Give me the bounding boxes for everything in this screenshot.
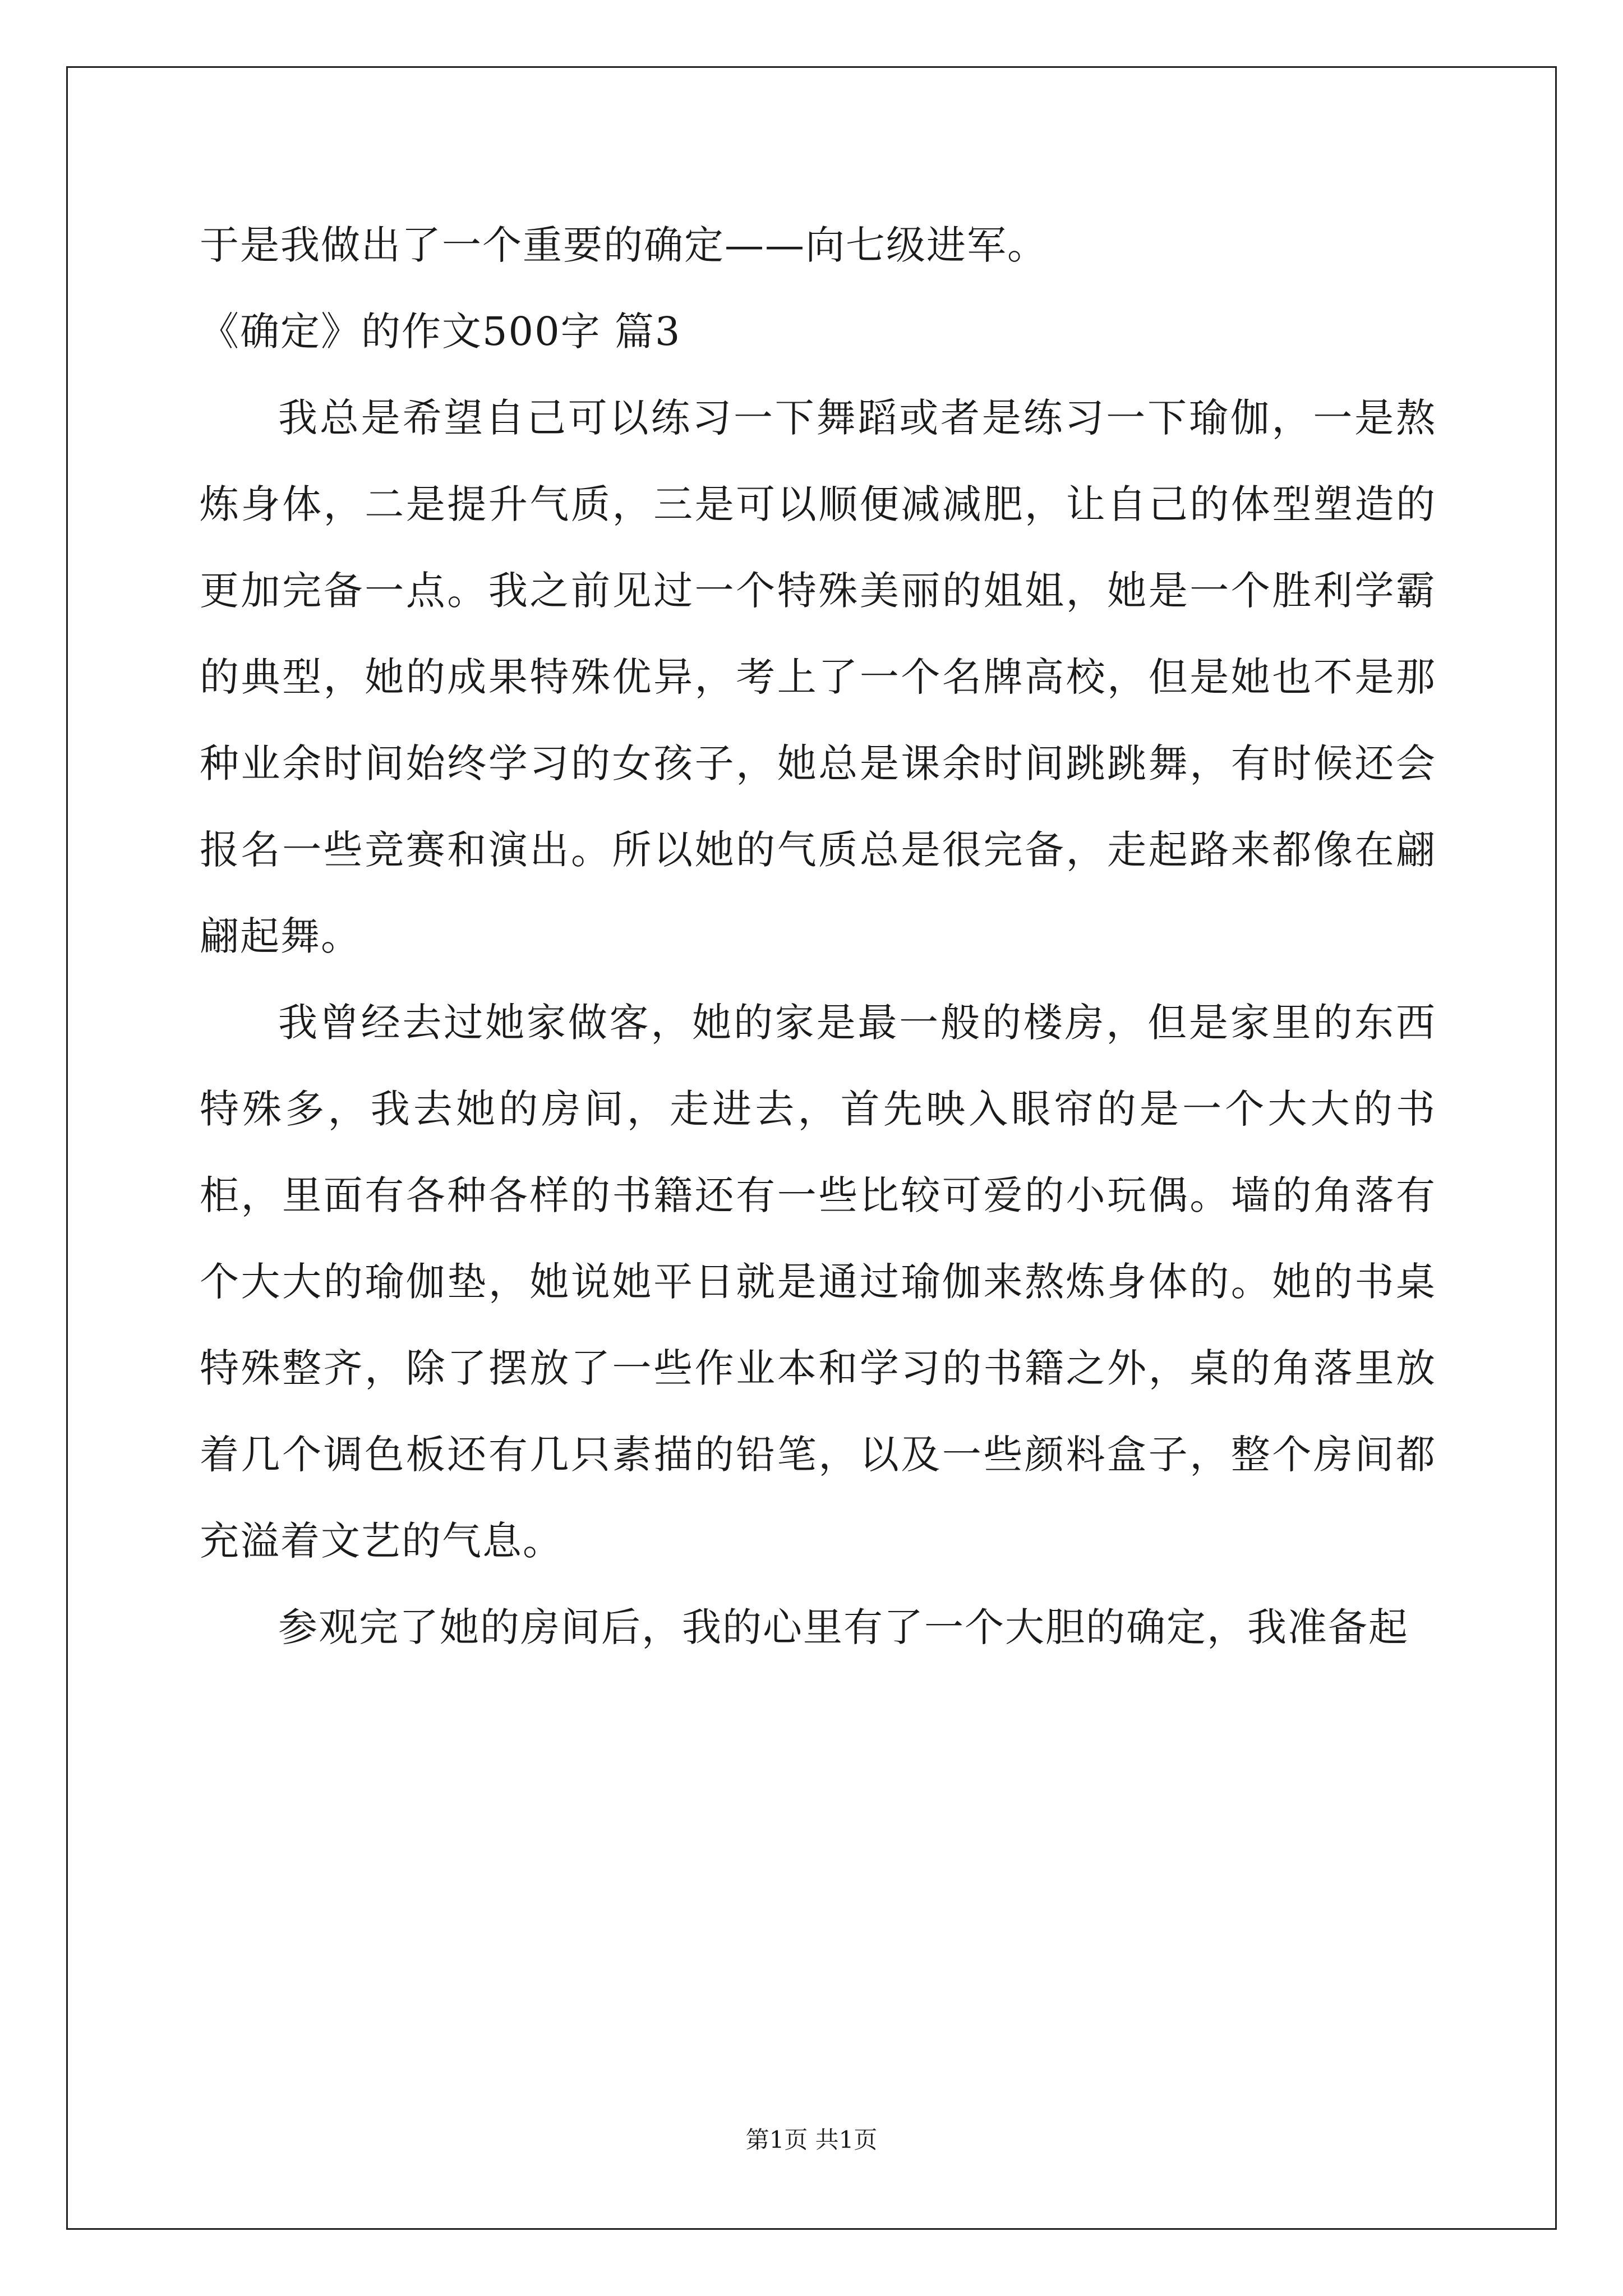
paragraph-1: 我总是希望自己可以练习一下舞蹈或者是练习一下瑜伽，一是熬炼身体，二是提升气质，三是可以顺便减减肥，让自己的体型塑造的更加完备一点。我之前见过一个特殊美丽的姐姐，她是一个胜利学霸的典型，她的成果特殊优异，考上了一个名牌高校，但是她也不是那种业余时间始终学习的女孩子，她总是课余时间跳跳舞，有时候还会报名一些竞赛和演出。所以她的气质总是很完备，走起路来都像在翩翩起舞。 — [200, 395, 1436, 959]
page-indicator: 第1页 共1页 — [745, 2126, 878, 2154]
document-body — [200, 202, 1436, 1671]
section-heading: 《确定》的作文500字 篇3 — [200, 309, 681, 355]
paragraph-3: 参观完了她的房间后，我的心里有了一个大胆的确定，我准备起 — [278, 1604, 1409, 1650]
page-footer — [0, 2123, 1623, 2157]
continuation-line: 于是我做出了一个重要的确定——向七级进军。 — [200, 222, 1048, 268]
paragraph-2: 我曾经去过她家做客，她的家是最一般的楼房，但是家里的东西特殊多，我去她的房间，走进去，首先映入眼帘的是一个大大的书柜，里面有各种各样的书籍还有一些比较可爱的小玩偶。墙的角落有个大大的瑜伽垫，她说她平日就是通过瑜伽来熬炼身体的。她的书桌特殊整齐，除了摆放了一些作业本和学习的书籍之外，桌的角落里放着几个调色板还有几只素描的铅笔，以及一些颜料盒子，整个房间都充溢着文艺的气息。 — [200, 1000, 1436, 1564]
